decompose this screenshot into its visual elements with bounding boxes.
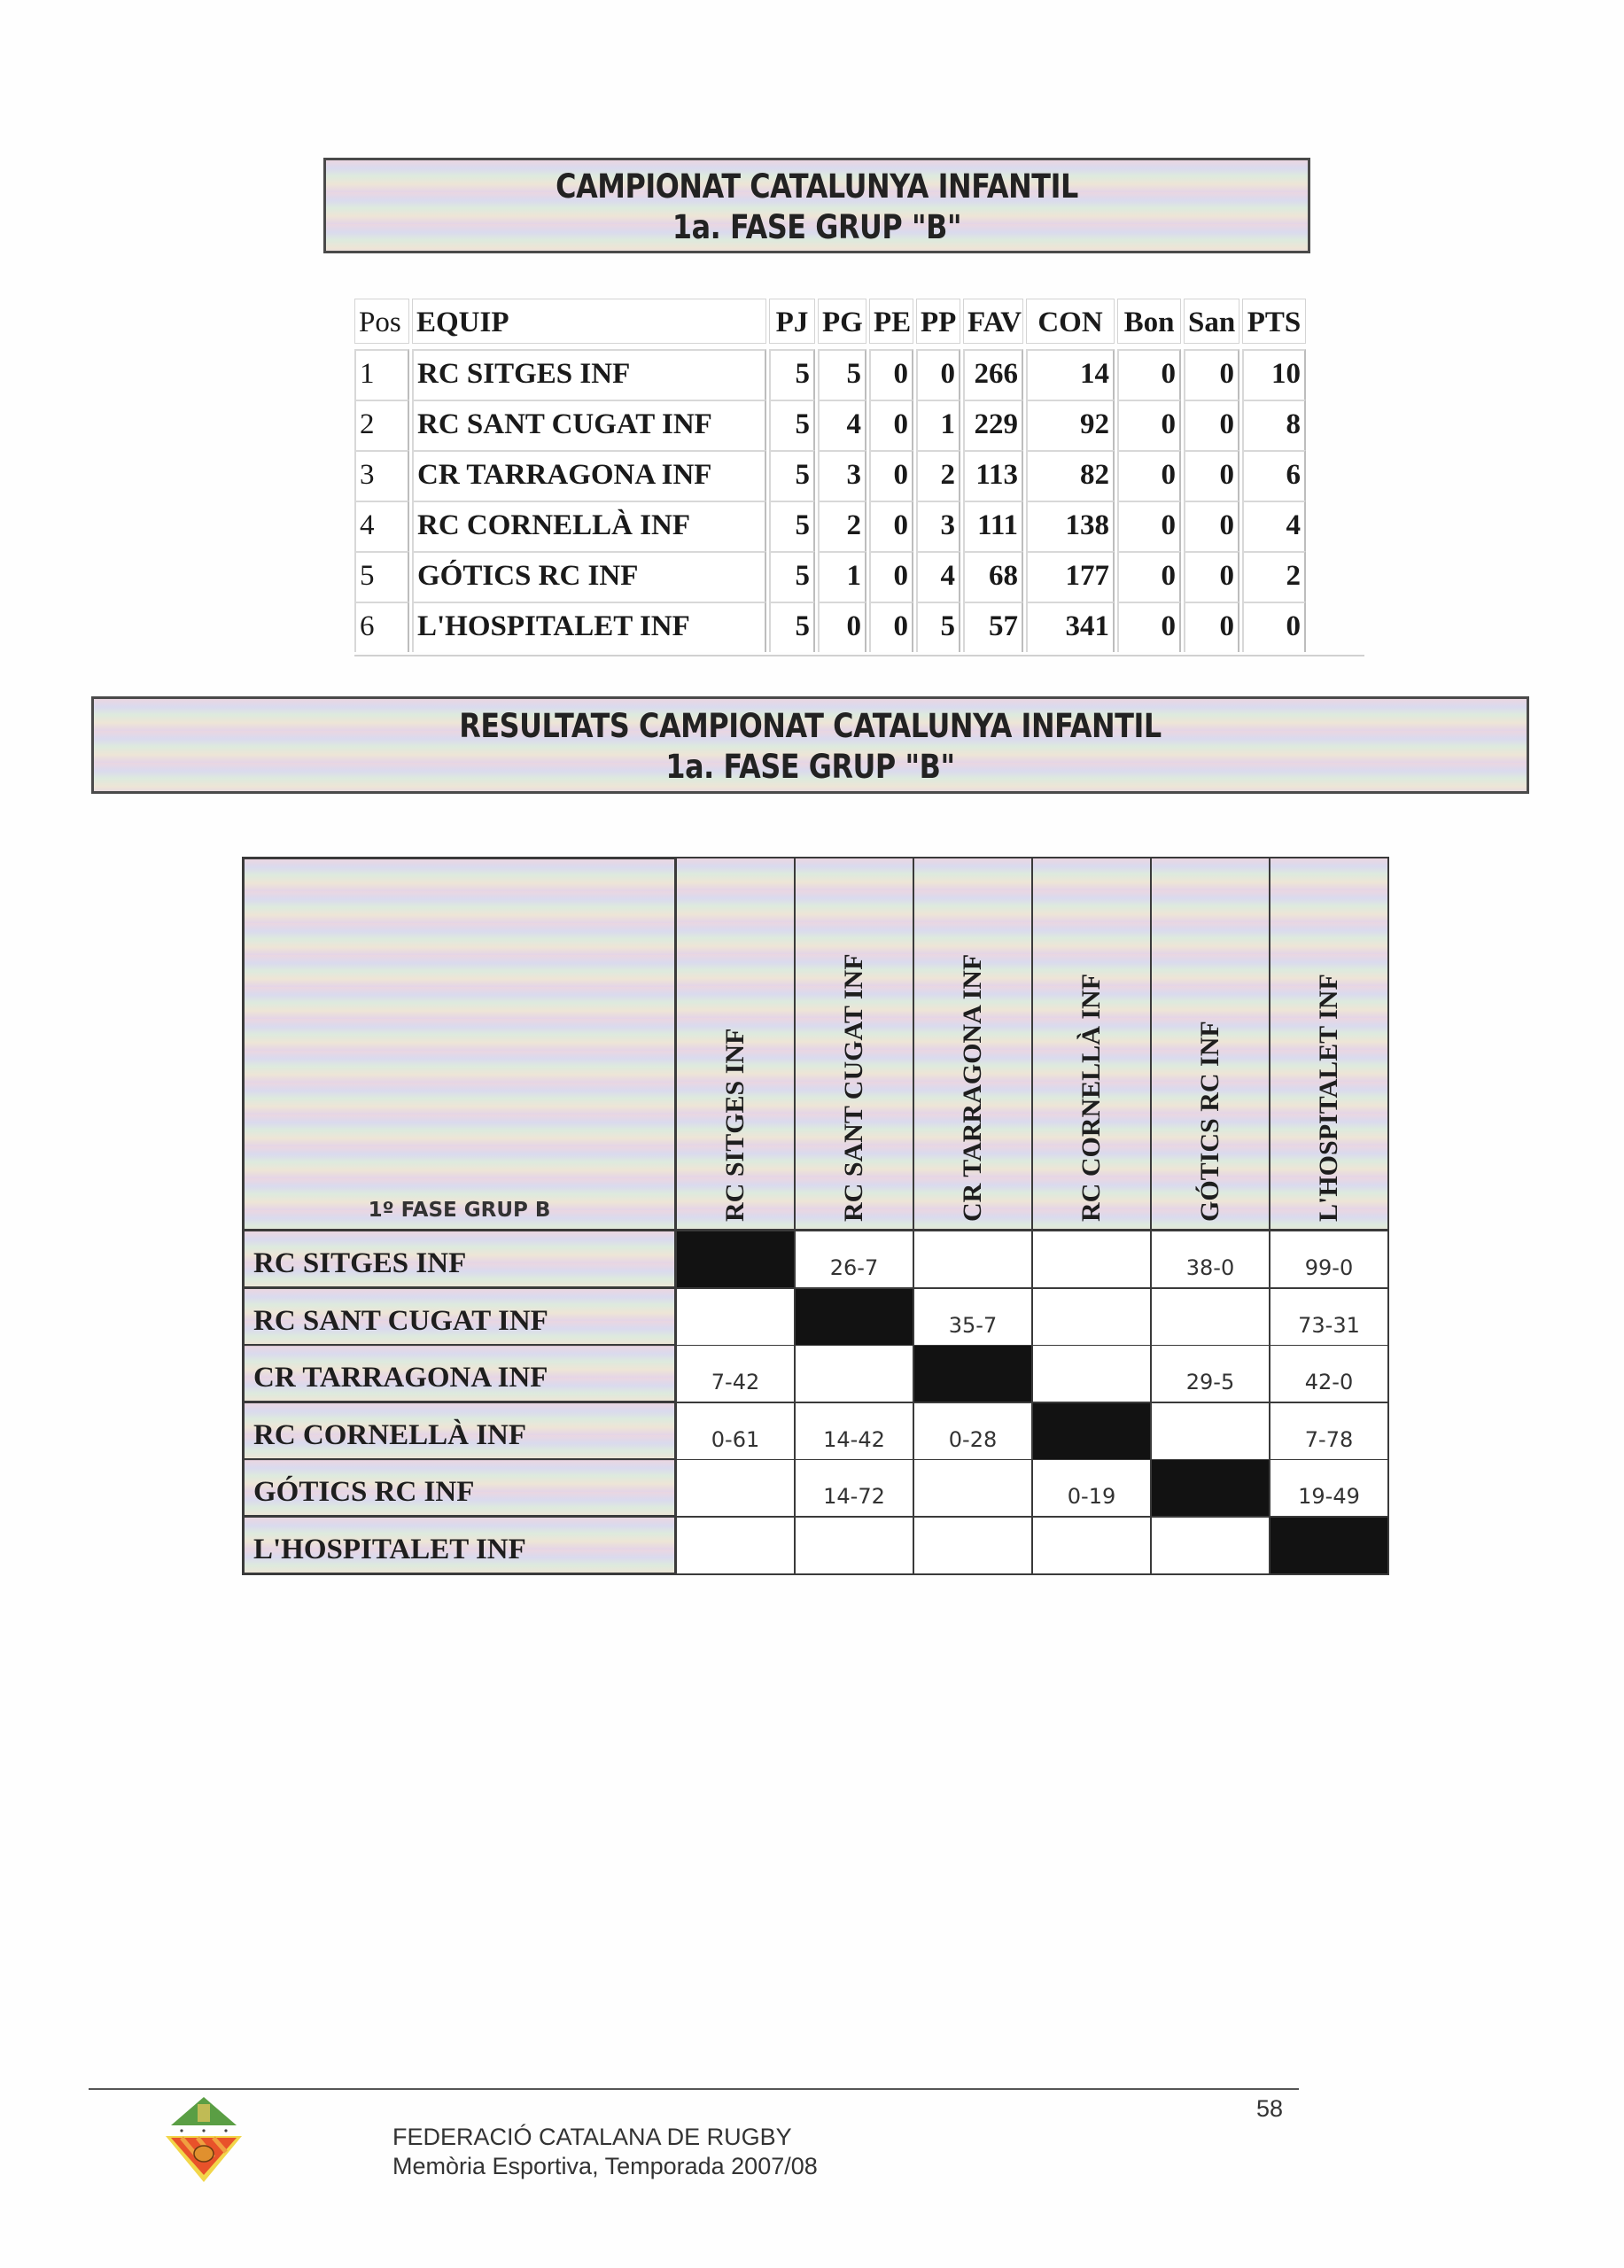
cell-pg: 1 — [818, 551, 866, 602]
cell-equip: CR TARRAGONA INF — [412, 450, 766, 501]
standings-body — [354, 349, 1309, 652]
cell-pe: 0 — [869, 349, 913, 400]
col-header-pj: PJ — [769, 299, 815, 344]
cell-pos: 5 — [354, 551, 409, 602]
matrix-score-cell: 0-61 — [677, 1403, 796, 1461]
cell-equip: RC SITGES INF — [412, 349, 766, 400]
federation-crest-icon — [164, 2095, 244, 2184]
standings-row — [354, 400, 1309, 450]
cell-pts: 4 — [1242, 501, 1306, 551]
matrix-score-cell — [1033, 1231, 1152, 1289]
cell-pj: 5 — [769, 400, 815, 450]
cell-fav: 113 — [963, 450, 1023, 501]
matrix-row-label: RC SITGES INF — [242, 1231, 677, 1289]
matrix-score-cell: 14-72 — [796, 1460, 914, 1518]
matrix-score-cell: 35-7 — [914, 1289, 1033, 1347]
cell-san: 0 — [1184, 400, 1239, 450]
matrix-col-header-label: L'HOSPITALET INF — [1314, 974, 1343, 1222]
matrix-score-cell — [1152, 1289, 1270, 1347]
cell-pos: 1 — [354, 349, 409, 400]
cell-san: 0 — [1184, 602, 1239, 652]
col-header-fav: FAV — [963, 299, 1023, 344]
cell-pe: 0 — [869, 450, 913, 501]
standings-bottom-rule — [354, 655, 1364, 656]
matrix-score-cell — [1033, 1289, 1152, 1347]
matrix-score-cell — [677, 1460, 796, 1518]
cell-bon: 0 — [1117, 602, 1181, 652]
cell-san: 0 — [1184, 551, 1239, 602]
standings-title-box — [323, 158, 1310, 253]
cell-fav: 57 — [963, 602, 1023, 652]
cell-equip: GÓTICS RC INF — [412, 551, 766, 602]
cell-pe: 0 — [869, 400, 913, 450]
matrix-score-cell — [677, 1289, 796, 1347]
results-title-box — [91, 696, 1529, 794]
cell-pj: 5 — [769, 602, 815, 652]
matrix-score-cell — [914, 1231, 1033, 1289]
matrix-col-header — [914, 857, 1033, 1231]
cell-pj: 5 — [769, 450, 815, 501]
matrix-col-header-label: RC SANT CUGAT INF — [839, 953, 868, 1222]
matrix-col-header — [1033, 857, 1152, 1231]
cell-pos: 3 — [354, 450, 409, 501]
cell-pj: 5 — [769, 551, 815, 602]
cell-equip: RC SANT CUGAT INF — [412, 400, 766, 450]
standings-row — [354, 450, 1309, 501]
page-number: 58 — [1256, 2095, 1284, 2122]
footer-rule — [89, 2088, 1299, 2090]
cell-pos: 2 — [354, 400, 409, 450]
matrix-diagonal-cell — [914, 1346, 1033, 1403]
matrix-score-cell: 7-42 — [677, 1346, 796, 1403]
matrix-row-label: RC SANT CUGAT INF — [242, 1289, 677, 1347]
standings-row — [354, 551, 1309, 602]
col-header-con: CON — [1026, 299, 1115, 344]
matrix-score-cell — [1152, 1518, 1270, 1575]
matrix-score-cell — [914, 1518, 1033, 1575]
matrix-score-cell — [1033, 1518, 1152, 1575]
standings-row — [354, 349, 1309, 400]
cell-con: 82 — [1026, 450, 1115, 501]
matrix-diagonal-cell — [1270, 1518, 1389, 1575]
matrix-col-header — [796, 857, 914, 1231]
cell-pp: 4 — [916, 551, 960, 602]
cell-bon: 0 — [1117, 400, 1181, 450]
standings-subtitle: 1a. FASE GRUP "B" — [672, 208, 962, 246]
cell-con: 177 — [1026, 551, 1115, 602]
matrix-diagonal-cell — [1033, 1403, 1152, 1461]
cell-con: 341 — [1026, 602, 1115, 652]
standings-row — [354, 602, 1309, 652]
footer-org: FEDERACIÓ CATALANA DE RUGBY — [392, 2124, 792, 2150]
cell-bon: 0 — [1117, 551, 1181, 602]
matrix-score-cell: 42-0 — [1270, 1346, 1389, 1403]
cell-pos: 4 — [354, 501, 409, 551]
matrix-score-cell — [1152, 1403, 1270, 1461]
footer-subtitle: Memòria Esportiva, Temporada 2007/08 — [392, 2153, 818, 2179]
results-matrix — [242, 857, 1388, 1575]
cell-pg: 4 — [818, 400, 866, 450]
col-header-pos: Pos — [354, 299, 409, 344]
matrix-diagonal-cell — [677, 1231, 796, 1289]
matrix-score-cell — [677, 1518, 796, 1575]
cell-fav: 68 — [963, 551, 1023, 602]
matrix-col-header — [1270, 857, 1389, 1231]
cell-pts: 2 — [1242, 551, 1306, 602]
cell-pe: 0 — [869, 501, 913, 551]
matrix-row-label: L'HOSPITALET INF — [242, 1518, 677, 1575]
cell-pts: 10 — [1242, 349, 1306, 400]
cell-pg: 0 — [818, 602, 866, 652]
matrix-score-cell: 26-7 — [796, 1231, 914, 1289]
cell-san: 0 — [1184, 501, 1239, 551]
cell-pos: 6 — [354, 602, 409, 652]
standings-title: CAMPIONAT CATALUNYA INFANTIL — [556, 167, 1078, 206]
matrix-score-cell — [914, 1460, 1033, 1518]
matrix-score-cell: 7-78 — [1270, 1403, 1389, 1461]
cell-pp: 5 — [916, 602, 960, 652]
cell-pts: 8 — [1242, 400, 1306, 450]
matrix-score-cell: 99-0 — [1270, 1231, 1389, 1289]
cell-fav: 229 — [963, 400, 1023, 450]
cell-bon: 0 — [1117, 349, 1181, 400]
cell-pp: 2 — [916, 450, 960, 501]
matrix-diagonal-cell — [1152, 1460, 1270, 1518]
cell-pp: 0 — [916, 349, 960, 400]
matrix-col-header — [1152, 857, 1270, 1231]
results-title: RESULTATS CAMPIONAT CATALUNYA INFANTIL — [459, 707, 1162, 745]
cell-bon: 0 — [1117, 450, 1181, 501]
matrix-score-cell: 0-28 — [914, 1403, 1033, 1461]
cell-con: 92 — [1026, 400, 1115, 450]
col-header-pp: PP — [916, 299, 960, 344]
matrix-col-header — [677, 857, 796, 1231]
matrix-score-cell: 38-0 — [1152, 1231, 1270, 1289]
cell-equip: RC CORNELLÀ INF — [412, 501, 766, 551]
cell-pe: 0 — [869, 551, 913, 602]
footer-text — [392, 2123, 818, 2181]
matrix-row-label: GÓTICS RC INF — [242, 1460, 677, 1518]
cell-con: 14 — [1026, 349, 1115, 400]
matrix-corner-label: 1º FASE GRUP B — [368, 1199, 551, 1222]
matrix-score-cell — [1033, 1346, 1152, 1403]
cell-pj: 5 — [769, 501, 815, 551]
col-header-san: San — [1184, 299, 1239, 344]
matrix-corner — [242, 857, 677, 1231]
standings-table — [354, 299, 1309, 652]
results-subtitle: 1a. FASE GRUP "B" — [665, 748, 955, 786]
cell-pg: 2 — [818, 501, 866, 551]
standings-row — [354, 501, 1309, 551]
matrix-score-cell — [796, 1346, 914, 1403]
col-header-equip: EQUIP — [412, 299, 766, 344]
matrix-row-label: RC CORNELLÀ INF — [242, 1403, 677, 1461]
cell-san: 0 — [1184, 349, 1239, 400]
cell-bon: 0 — [1117, 501, 1181, 551]
cell-pg: 5 — [818, 349, 866, 400]
matrix-col-header-label: GÓTICS RC INF — [1195, 1021, 1224, 1222]
col-header-pg: PG — [818, 299, 866, 344]
matrix-score-cell: 0-19 — [1033, 1460, 1152, 1518]
matrix-col-header-label: RC CORNELLÀ INF — [1076, 973, 1106, 1222]
cell-fav: 111 — [963, 501, 1023, 551]
matrix-diagonal-cell — [796, 1289, 914, 1347]
cell-san: 0 — [1184, 450, 1239, 501]
cell-pg: 3 — [818, 450, 866, 501]
cell-pts: 0 — [1242, 602, 1306, 652]
matrix-score-cell: 14-42 — [796, 1403, 914, 1461]
matrix-score-cell: 73-31 — [1270, 1289, 1389, 1347]
matrix-col-header-label: CR TARRAGONA INF — [958, 953, 987, 1222]
matrix-score-cell: 29-5 — [1152, 1346, 1270, 1403]
standings-header-row — [354, 299, 1309, 349]
cell-equip: L'HOSPITALET INF — [412, 602, 766, 652]
col-header-bon: Bon — [1117, 299, 1181, 344]
cell-pp: 1 — [916, 400, 960, 450]
col-header-pts: PTS — [1242, 299, 1306, 344]
matrix-score-cell — [796, 1518, 914, 1575]
matrix-col-header-label: RC SITGES INF — [720, 1028, 750, 1222]
cell-pj: 5 — [769, 349, 815, 400]
cell-pts: 6 — [1242, 450, 1306, 501]
cell-fav: 266 — [963, 349, 1023, 400]
col-header-pe: PE — [869, 299, 913, 344]
matrix-row-label: CR TARRAGONA INF — [242, 1346, 677, 1403]
matrix-score-cell: 19-49 — [1270, 1460, 1389, 1518]
cell-con: 138 — [1026, 501, 1115, 551]
cell-pp: 3 — [916, 501, 960, 551]
cell-pe: 0 — [869, 602, 913, 652]
